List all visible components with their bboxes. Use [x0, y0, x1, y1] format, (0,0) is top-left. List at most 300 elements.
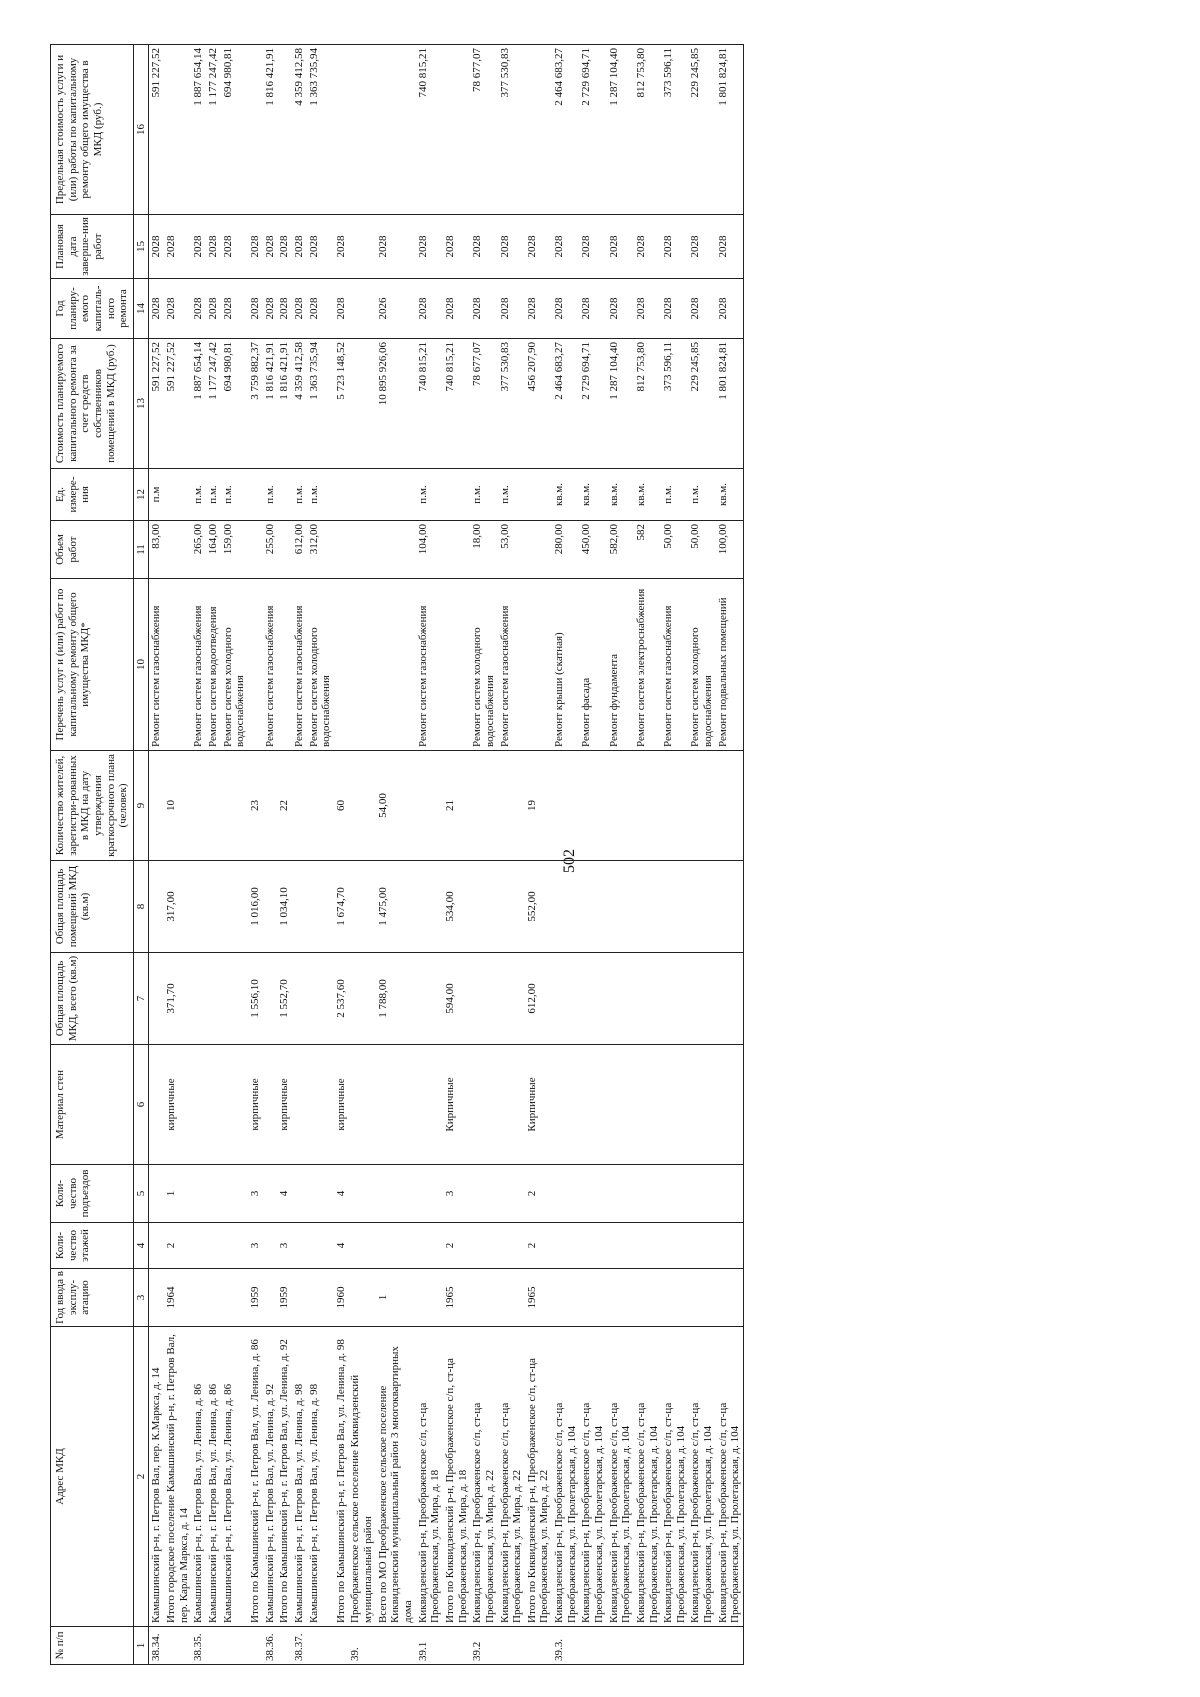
- table-cell: [221, 1165, 248, 1223]
- table-cell: 2028: [443, 279, 470, 339]
- column-number-row: [133, 45, 149, 1665]
- table-cell: 54,00: [376, 751, 416, 861]
- table-cell: [688, 953, 715, 1045]
- table-cell: 1 287 104,40: [607, 45, 634, 215]
- table-cell: 552,00: [525, 861, 552, 953]
- table-cell: [221, 751, 248, 861]
- table-cell: [498, 1165, 525, 1223]
- table-row: [191, 45, 206, 1665]
- table-cell: 812 753,80: [634, 45, 661, 215]
- table-cell: п.м.: [263, 469, 278, 521]
- table-cell: 38.36.: [263, 1627, 278, 1665]
- table-cell: 1 816 421,91: [263, 339, 278, 469]
- table-cell: 159,00: [221, 521, 248, 579]
- table-cell: [376, 45, 416, 215]
- table-cell: [191, 1269, 206, 1327]
- table-cell: 591 227,52: [149, 45, 164, 215]
- table-row: [688, 45, 715, 1665]
- table-cell: [191, 1045, 206, 1165]
- table-cell: 2: [164, 1223, 191, 1269]
- table-cell: [552, 1223, 579, 1269]
- header-row: [51, 45, 134, 1665]
- table-cell: 594,00: [443, 953, 470, 1045]
- table-cell: 2 464 683,27: [552, 339, 579, 469]
- table-cell: [552, 751, 579, 861]
- table-cell: [443, 45, 470, 215]
- table-cell: [661, 1627, 688, 1665]
- table-cell: 100,00: [716, 521, 744, 579]
- table-cell: [307, 1269, 334, 1327]
- table-cell: [334, 45, 349, 215]
- table-cell: [443, 579, 470, 751]
- table-cell: 1: [164, 1165, 191, 1223]
- table-cell: [607, 1269, 634, 1327]
- table-cell: [416, 953, 443, 1045]
- table-cell: 694 980,81: [221, 45, 248, 215]
- table-cell: [634, 1223, 661, 1269]
- table-cell: 2028: [579, 215, 606, 279]
- table-cell: 164,00: [206, 521, 221, 579]
- table-cell: 104,00: [416, 521, 443, 579]
- table-row: [164, 45, 191, 1665]
- table-cell: [607, 751, 634, 861]
- table-cell: кв.м.: [634, 469, 661, 521]
- column-header: Материал стен: [51, 1045, 134, 1165]
- table-cell: Киквидзенский р-н, Преображенское с/п, ст-ца Преображенская, ул. Мира, д. 22: [498, 1327, 525, 1627]
- table-cell: Итого по Киквидзенский р-н, Преображенское с/п, ст-ца Преображенская, ул. Мира, д. 22: [525, 1327, 552, 1627]
- table-cell: [348, 861, 375, 953]
- table-cell: 2: [443, 1223, 470, 1269]
- column-number: 1: [133, 1627, 149, 1665]
- table-cell: 2028: [221, 279, 248, 339]
- table-cell: [263, 953, 278, 1045]
- table-cell: 373 596,11: [661, 339, 688, 469]
- column-header: Ед. измере-ния: [51, 469, 134, 521]
- table-cell: п.м.: [661, 469, 688, 521]
- table-cell: кв.м.: [716, 469, 744, 521]
- table-row: [206, 45, 221, 1665]
- table-row: [661, 45, 688, 1665]
- table-cell: [263, 1269, 278, 1327]
- table-cell: 1 287 104,40: [607, 339, 634, 469]
- table-cell: [661, 1223, 688, 1269]
- table-cell: [149, 1223, 164, 1269]
- table-cell: [552, 1045, 579, 1165]
- table-cell: [416, 1045, 443, 1165]
- table-cell: [607, 1627, 634, 1665]
- table-cell: [348, 1165, 375, 1223]
- column-header: № п/п: [51, 1627, 134, 1665]
- table-cell: Камышинский р-н, г. Петров Вал, ул. Ленина, д. 86: [206, 1327, 221, 1627]
- table-cell: [307, 1627, 334, 1665]
- table-cell: 2028: [277, 279, 292, 339]
- table-cell: 450,00: [579, 521, 606, 579]
- table-cell: [206, 1045, 221, 1165]
- table-cell: [307, 1223, 334, 1269]
- table-cell: [661, 1165, 688, 1223]
- table-cell: Камышинский р-н, г. Петров Вал, пер. К.Маркса, д. 14: [149, 1327, 164, 1627]
- table-cell: Кирпичные: [443, 1045, 470, 1165]
- table-cell: [579, 861, 606, 953]
- table-cell: [248, 469, 263, 521]
- table-cell: [525, 521, 552, 579]
- table-cell: [443, 521, 470, 579]
- table-cell: [688, 1627, 715, 1665]
- table-cell: [292, 953, 307, 1045]
- table-cell: [607, 1223, 634, 1269]
- table-cell: 317,00: [164, 861, 191, 953]
- table-cell: [416, 1165, 443, 1223]
- table-cell: Киквидзенский р-н, Преображенское с/п, ст-ца Преображенская, ул. Пролетарская, д. 104: [579, 1327, 606, 1627]
- table-cell: 2028: [307, 279, 334, 339]
- table-cell: [149, 861, 164, 953]
- table-cell: [307, 861, 334, 953]
- table-cell: [206, 861, 221, 953]
- table-cell: 280,00: [552, 521, 579, 579]
- table-cell: [263, 751, 278, 861]
- table-cell: Киквидзенский р-н, Преображенское с/п, ст-ца Преображенская, ул. Пролетарская, д. 104: [607, 1327, 634, 1627]
- column-header: Коли-чество этажей: [51, 1223, 134, 1269]
- table-cell: [376, 1627, 416, 1665]
- table-cell: п.м.: [191, 469, 206, 521]
- table-row: [416, 45, 443, 1665]
- table-cell: [607, 953, 634, 1045]
- table-cell: [221, 1223, 248, 1269]
- table-cell: Итого по Камышинский р-н, г. Петров Вал, ул. Ленина, д. 92: [277, 1327, 292, 1627]
- table-cell: [292, 1223, 307, 1269]
- table-cell: [334, 1627, 349, 1665]
- table-cell: 78 677,07: [470, 45, 497, 215]
- table-cell: [607, 1045, 634, 1165]
- table-cell: [443, 1627, 470, 1665]
- table-row: [277, 45, 292, 1665]
- table-cell: 2028: [206, 215, 221, 279]
- column-header: Объем работ: [51, 521, 134, 579]
- table-cell: 591 227,52: [149, 339, 164, 469]
- table-cell: 740 815,21: [416, 339, 443, 469]
- table-cell: Ремонт систем холодного водоснабжения: [307, 579, 334, 751]
- column-number: 5: [133, 1165, 149, 1223]
- table-cell: [579, 953, 606, 1045]
- table-cell: Киквидзенский р-н, Преображенское с/п, ст-ца Преображенская, ул. Мира, д. 22: [470, 1327, 497, 1627]
- table-cell: [470, 861, 497, 953]
- table-cell: 22: [277, 751, 292, 861]
- table-cell: 371,70: [164, 953, 191, 1045]
- table-cell: [634, 861, 661, 953]
- column-header: Перечень услуг и (или) работ по капитальному ремонту общего имущества МКД*: [51, 579, 134, 751]
- table-cell: 812 753,80: [634, 339, 661, 469]
- table-cell: [263, 861, 278, 953]
- table-cell: 1 177 247,42: [206, 339, 221, 469]
- table-cell: п.м.: [292, 469, 307, 521]
- table-cell: [579, 1165, 606, 1223]
- table-cell: [206, 1165, 221, 1223]
- table-cell: Киквидзенский р-н, Преображенское с/п, ст-ца Преображенская, ул. Пролетарская, д. 104: [552, 1327, 579, 1627]
- table-cell: 1 816 421,91: [277, 339, 292, 469]
- table-cell: 2028: [661, 279, 688, 339]
- table-cell: [221, 1045, 248, 1165]
- table-cell: [248, 1627, 263, 1665]
- table-cell: [716, 1627, 744, 1665]
- table-cell: 2028: [661, 215, 688, 279]
- table-cell: Итого по Киквидзенский р-н, Преображенское с/п, ст-ца Преображенская, ул. Мира, д. 18: [443, 1327, 470, 1627]
- table-cell: 2028: [688, 215, 715, 279]
- table-cell: Ремонт фасада: [579, 579, 606, 751]
- table-cell: 2 729 694,71: [579, 45, 606, 215]
- table-cell: [688, 861, 715, 953]
- table-cell: 2028: [607, 215, 634, 279]
- table-cell: 740 815,21: [443, 339, 470, 469]
- table-cell: [248, 45, 263, 215]
- table-cell: 2 464 683,27: [552, 45, 579, 215]
- table-cell: [716, 953, 744, 1045]
- column-header: Предельная стоимость услуги и (или) работы по капитальному ремонту общего имущества в МКД (руб.): [51, 45, 134, 215]
- table-cell: 1 816 421,91: [263, 45, 278, 215]
- table-cell: 2028: [248, 279, 263, 339]
- table-cell: 582: [634, 521, 661, 579]
- table-cell: [221, 1627, 248, 1665]
- table-cell: 2028: [498, 279, 525, 339]
- table-cell: [634, 1165, 661, 1223]
- table-cell: [579, 1223, 606, 1269]
- table-cell: 1 801 824,81: [716, 45, 744, 215]
- table-cell: [716, 1165, 744, 1223]
- table-cell: [661, 1045, 688, 1165]
- table-cell: [263, 1223, 278, 1269]
- table-cell: [634, 751, 661, 861]
- table-cell: [634, 1627, 661, 1665]
- table-row: [607, 45, 634, 1665]
- table-cell: 694 980,81: [221, 339, 248, 469]
- table-cell: [376, 1223, 416, 1269]
- column-number: 2: [133, 1327, 149, 1627]
- column-number: 14: [133, 279, 149, 339]
- table-cell: п.м.: [206, 469, 221, 521]
- table-cell: [552, 861, 579, 953]
- table-cell: [634, 1269, 661, 1327]
- table-row: [149, 45, 164, 1665]
- table-cell: 10: [164, 751, 191, 861]
- table-body: [149, 45, 744, 1665]
- table-cell: 3: [248, 1223, 263, 1269]
- table-cell: 2028: [498, 215, 525, 279]
- table-cell: 2028: [716, 279, 744, 339]
- table-cell: [607, 1165, 634, 1223]
- table-cell: 2028: [191, 215, 206, 279]
- table-cell: 18,00: [470, 521, 497, 579]
- table-cell: Ремонт систем электроснабжения: [634, 579, 661, 751]
- table-cell: [206, 1269, 221, 1327]
- table-row: [248, 45, 263, 1665]
- table-cell: кирпичные: [277, 1045, 292, 1165]
- table-cell: [206, 1627, 221, 1665]
- table-cell: 2028: [688, 279, 715, 339]
- table-cell: Ремонт крыши (скатная): [552, 579, 579, 751]
- table-cell: [416, 751, 443, 861]
- table-cell: Ремонт систем газоснабжения: [149, 579, 164, 751]
- table-row: [552, 45, 579, 1665]
- table-cell: [470, 1223, 497, 1269]
- table-cell: [191, 751, 206, 861]
- table-cell: Ремонт систем газоснабжения: [498, 579, 525, 751]
- table-cell: Итого по Камышинский р-н, г. Петров Вал, ул. Ленина, д. 98: [334, 1327, 349, 1627]
- table-cell: Ремонт систем газоснабжения: [292, 579, 307, 751]
- table-cell: [164, 521, 191, 579]
- table-row: [348, 45, 375, 1665]
- table-cell: 456 207,90: [525, 339, 552, 469]
- table-cell: 229 245,85: [688, 45, 715, 215]
- table-cell: 1 674,70: [334, 861, 349, 953]
- table-cell: [263, 1045, 278, 1165]
- table-cell: [661, 751, 688, 861]
- table-cell: кирпичные: [248, 1045, 263, 1165]
- table-cell: 2028: [263, 279, 278, 339]
- column-header: Стоимость планируемого капитального ремонта за счет средств собственников помещений в МКД (руб.): [51, 339, 134, 469]
- table-cell: Кирпичные: [525, 1045, 552, 1165]
- table-cell: 2028: [221, 215, 248, 279]
- table-cell: 2: [525, 1165, 552, 1223]
- table-cell: 53,00: [498, 521, 525, 579]
- table-cell: [263, 1165, 278, 1223]
- table-row: [221, 45, 248, 1665]
- table-cell: [334, 579, 349, 751]
- table-cell: 265,00: [191, 521, 206, 579]
- table-cell: Камышинский р-н, г. Петров Вал, ул. Ленина, д. 98: [292, 1327, 307, 1627]
- table-cell: [376, 579, 416, 751]
- table-cell: п.м: [149, 469, 164, 521]
- table-cell: Ремонт систем холодного водоснабжения: [221, 579, 248, 751]
- table-cell: [277, 469, 292, 521]
- column-number: 9: [133, 751, 149, 861]
- table-cell: 4 359 412,58: [292, 45, 307, 215]
- table-cell: 2028: [263, 215, 278, 279]
- table-cell: [498, 861, 525, 953]
- table-cell: [688, 751, 715, 861]
- table-cell: 10 895 926,06: [376, 339, 416, 469]
- table-cell: [206, 751, 221, 861]
- table-cell: [376, 1165, 416, 1223]
- table-cell: 1960: [334, 1269, 349, 1327]
- table-cell: кв.м.: [607, 469, 634, 521]
- table-cell: 1 552,70: [277, 953, 292, 1045]
- table-cell: [348, 751, 375, 861]
- table-cell: 255,00: [263, 521, 278, 579]
- table-cell: 1959: [248, 1269, 263, 1327]
- table-cell: [525, 579, 552, 751]
- table-cell: [221, 953, 248, 1045]
- table-cell: п.м.: [416, 469, 443, 521]
- table-row: [334, 45, 349, 1665]
- table-cell: 2028: [416, 215, 443, 279]
- table-cell: [688, 1045, 715, 1165]
- table-cell: [498, 1269, 525, 1327]
- table-cell: [307, 1165, 334, 1223]
- table-cell: [221, 861, 248, 953]
- table-cell: 1 887 654,14: [191, 45, 206, 215]
- column-number: 11: [133, 521, 149, 579]
- table-cell: 2028: [149, 279, 164, 339]
- column-header: Количество жителей, зарегистри-рованных в МКД на дату утверждения краткосрочного плана (человек): [51, 751, 134, 861]
- table-cell: 21: [443, 751, 470, 861]
- page-number: 502: [561, 849, 578, 873]
- table-cell: [634, 953, 661, 1045]
- table-cell: [191, 1223, 206, 1269]
- table-cell: [248, 579, 263, 751]
- table-cell: [525, 45, 552, 215]
- table-cell: 2028: [206, 279, 221, 339]
- table-cell: 229 245,85: [688, 339, 715, 469]
- table-cell: Ремонт систем газоснабжения: [263, 579, 278, 751]
- table-cell: Камышинский р-н, г. Петров Вал, ул. Ленина, д. 86: [221, 1327, 248, 1627]
- table-cell: [348, 1223, 375, 1269]
- table-cell: 2028: [525, 215, 552, 279]
- table-cell: [525, 1627, 552, 1665]
- rotated-page: [50, 15, 1200, 1665]
- table-cell: [661, 861, 688, 953]
- table-cell: 377 530,83: [498, 45, 525, 215]
- table-cell: 3: [248, 1165, 263, 1223]
- table-cell: [348, 953, 375, 1045]
- table-cell: [164, 579, 191, 751]
- table-cell: [579, 1627, 606, 1665]
- table-cell: [149, 953, 164, 1045]
- table-cell: [348, 279, 375, 339]
- table-cell: [206, 1223, 221, 1269]
- table-cell: [206, 953, 221, 1045]
- table-cell: [307, 751, 334, 861]
- table-cell: [277, 521, 292, 579]
- table-cell: 2028: [164, 279, 191, 339]
- table-cell: [688, 1269, 715, 1327]
- table-cell: 3: [277, 1223, 292, 1269]
- column-header: Общая площадь МКД, всего (кв.м): [51, 953, 134, 1045]
- table-cell: п.м.: [307, 469, 334, 521]
- table-cell: 1964: [164, 1269, 191, 1327]
- table-cell: 2028: [552, 215, 579, 279]
- table-cell: [164, 45, 191, 215]
- column-number: 10: [133, 579, 149, 751]
- capital-repair-table: [50, 44, 744, 1665]
- table-cell: Ремонт фундамента: [607, 579, 634, 751]
- table-cell: [579, 751, 606, 861]
- table-cell: [307, 1045, 334, 1165]
- table-cell: 1 801 824,81: [716, 339, 744, 469]
- table-cell: [376, 469, 416, 521]
- table-cell: п.м.: [221, 469, 248, 521]
- table-cell: 1 788,00: [376, 953, 416, 1045]
- table-cell: [277, 1627, 292, 1665]
- table-cell: Итого по Камышинский р-н, г. Петров Вал, ул. Ленина, д. 86: [248, 1327, 263, 1627]
- table-cell: 2028: [277, 215, 292, 279]
- table-cell: [149, 1165, 164, 1223]
- column-header: Плановая дата заверше-ния работ: [51, 215, 134, 279]
- table-cell: [498, 1223, 525, 1269]
- table-cell: 2: [525, 1223, 552, 1269]
- table-cell: [149, 1045, 164, 1165]
- table-cell: 1: [376, 1269, 416, 1327]
- table-cell: [292, 861, 307, 953]
- table-cell: [191, 861, 206, 953]
- column-number: 13: [133, 339, 149, 469]
- table-cell: [191, 1165, 206, 1223]
- table-cell: 4 359 412,58: [292, 339, 307, 469]
- table-cell: [470, 1165, 497, 1223]
- column-number: 12: [133, 469, 149, 521]
- table-cell: 50,00: [661, 521, 688, 579]
- table-cell: 60: [334, 751, 349, 861]
- table-cell: [149, 751, 164, 861]
- table-cell: [498, 1045, 525, 1165]
